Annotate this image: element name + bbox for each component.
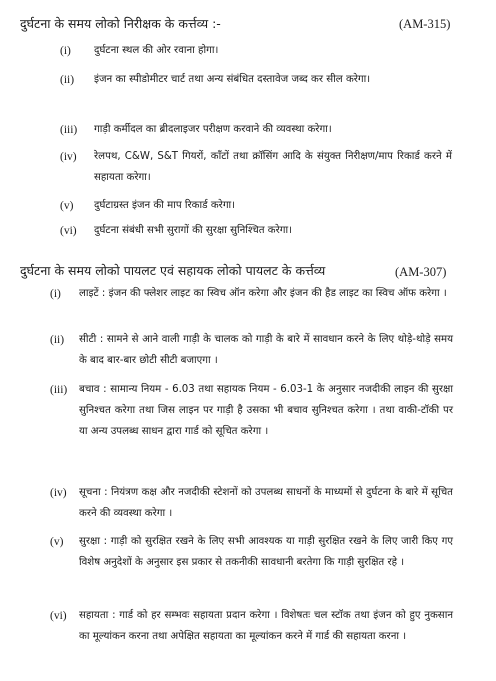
item-number: (iv) bbox=[50, 487, 67, 499]
item-text: दुर्घटना संबंधी सभी सुरागों की सुरक्षा सुनिश्चित करेगा। bbox=[94, 225, 292, 236]
item-text: सीटी : सामने से आने वाली गाड़ी के चालक को गाड़ी के बारे में सावधान करने के लिए थोड़े-थोड़े समय के बाद बार-बार छोटी सीटी बजाएगा । bbox=[79, 334, 453, 366]
item-number: (ii) bbox=[50, 334, 65, 346]
item-text: दुर्घटाग्रस्त इंजन की माप रिकार्ड करेगा। bbox=[94, 200, 236, 211]
item-number: (vi) bbox=[50, 610, 67, 622]
item-number: (iv) bbox=[60, 151, 77, 163]
item-text: बचाव : सामान्य नियम - 6.03 तथा सहायक नियम - 6.03-1 के अनुसार नजदीकी लाइन की सुरक्षा सुनिश्चत करेगा तथा जिस लाइन पर गाड़ी है उसका भी बचाव सुनिश्चत करेगा । तथा वाकी-टॉकी पर या अन्य उपलब्ध साधन द्वारा गार्ड को सूचित करेगा । bbox=[79, 384, 453, 437]
item-text: सुरक्षा : गाड़ी को सुरक्षित रखने के लिए सभी आवश्यक या गाड़ी सुरक्षित रखने के लिए जारी किए गए विशेष अनुदेशों के अनुसार इस प्रकार से तकनीकी सावधानी बरतेगा कि गाड़ी सुरक्षित रहे । bbox=[79, 536, 453, 568]
section-heading: दुर्घटना के समय लोको निरीक्षक के कर्त्तव्य :- bbox=[20, 16, 221, 31]
item-text: रेलपथ, C&W, S&T गियरों, काँटों तथा क्रॉसिंग आदि के संयुक्त निरीक्षण/माप रिकार्ड करने में सहायता करेगा। bbox=[94, 151, 452, 183]
item-number: (v) bbox=[50, 536, 64, 548]
item-number: (iii) bbox=[60, 124, 78, 136]
item-number: (ii) bbox=[60, 74, 75, 86]
item-text: दुर्घटना स्थल की ओर रवाना होगा। bbox=[94, 45, 219, 56]
item-text: इंजन का स्पीडोमीटर चार्ट तथा अन्य संबंधित दस्तावेज जब्द कर सील करेगा। bbox=[94, 74, 371, 85]
item-text: सहायता : गार्ड को हर सम्भवः सहायता प्रदान करेगा । विशेषतः चल स्टॉक तथा इंजन को हुए नुकसान का मूल्यांकन करना तथा अपेक्षित सहायता का मूल्यांकन करने में गार्ड की सहायता करना । bbox=[79, 610, 453, 642]
section-heading: दुर्घटना के समय लोको पायलट एवं सहायक लोको पायलट के कर्त्तव्य bbox=[20, 263, 326, 278]
item-number: (i) bbox=[60, 45, 71, 57]
item-number: (vi) bbox=[60, 225, 77, 237]
item-number: (iii) bbox=[50, 384, 68, 396]
item-number: (i) bbox=[50, 288, 61, 300]
item-text: लाइटें : इंजन की फ्लेशर लाइट का स्विच ऑन करेगा और इंजन की हैड लाइट का स्विच ऑफ करेगा । bbox=[79, 288, 447, 299]
item-text: सूचना : नियंत्रण कक्ष और नजदीकी स्टेशनों को उपलब्ध साधनों के माध्यमों से दुर्घटना के बारे में सूचित करने की व्यवस्था करेगा । bbox=[79, 487, 453, 519]
section-code: (AM-307) bbox=[395, 265, 447, 279]
item-text: गाड़ी कर्मीदल का ब्रीदलाइजर परीक्षण करवाने की व्यवस्था करेगा। bbox=[94, 124, 332, 135]
item-number: (v) bbox=[60, 200, 74, 212]
section-code: (AM-315) bbox=[399, 17, 451, 31]
